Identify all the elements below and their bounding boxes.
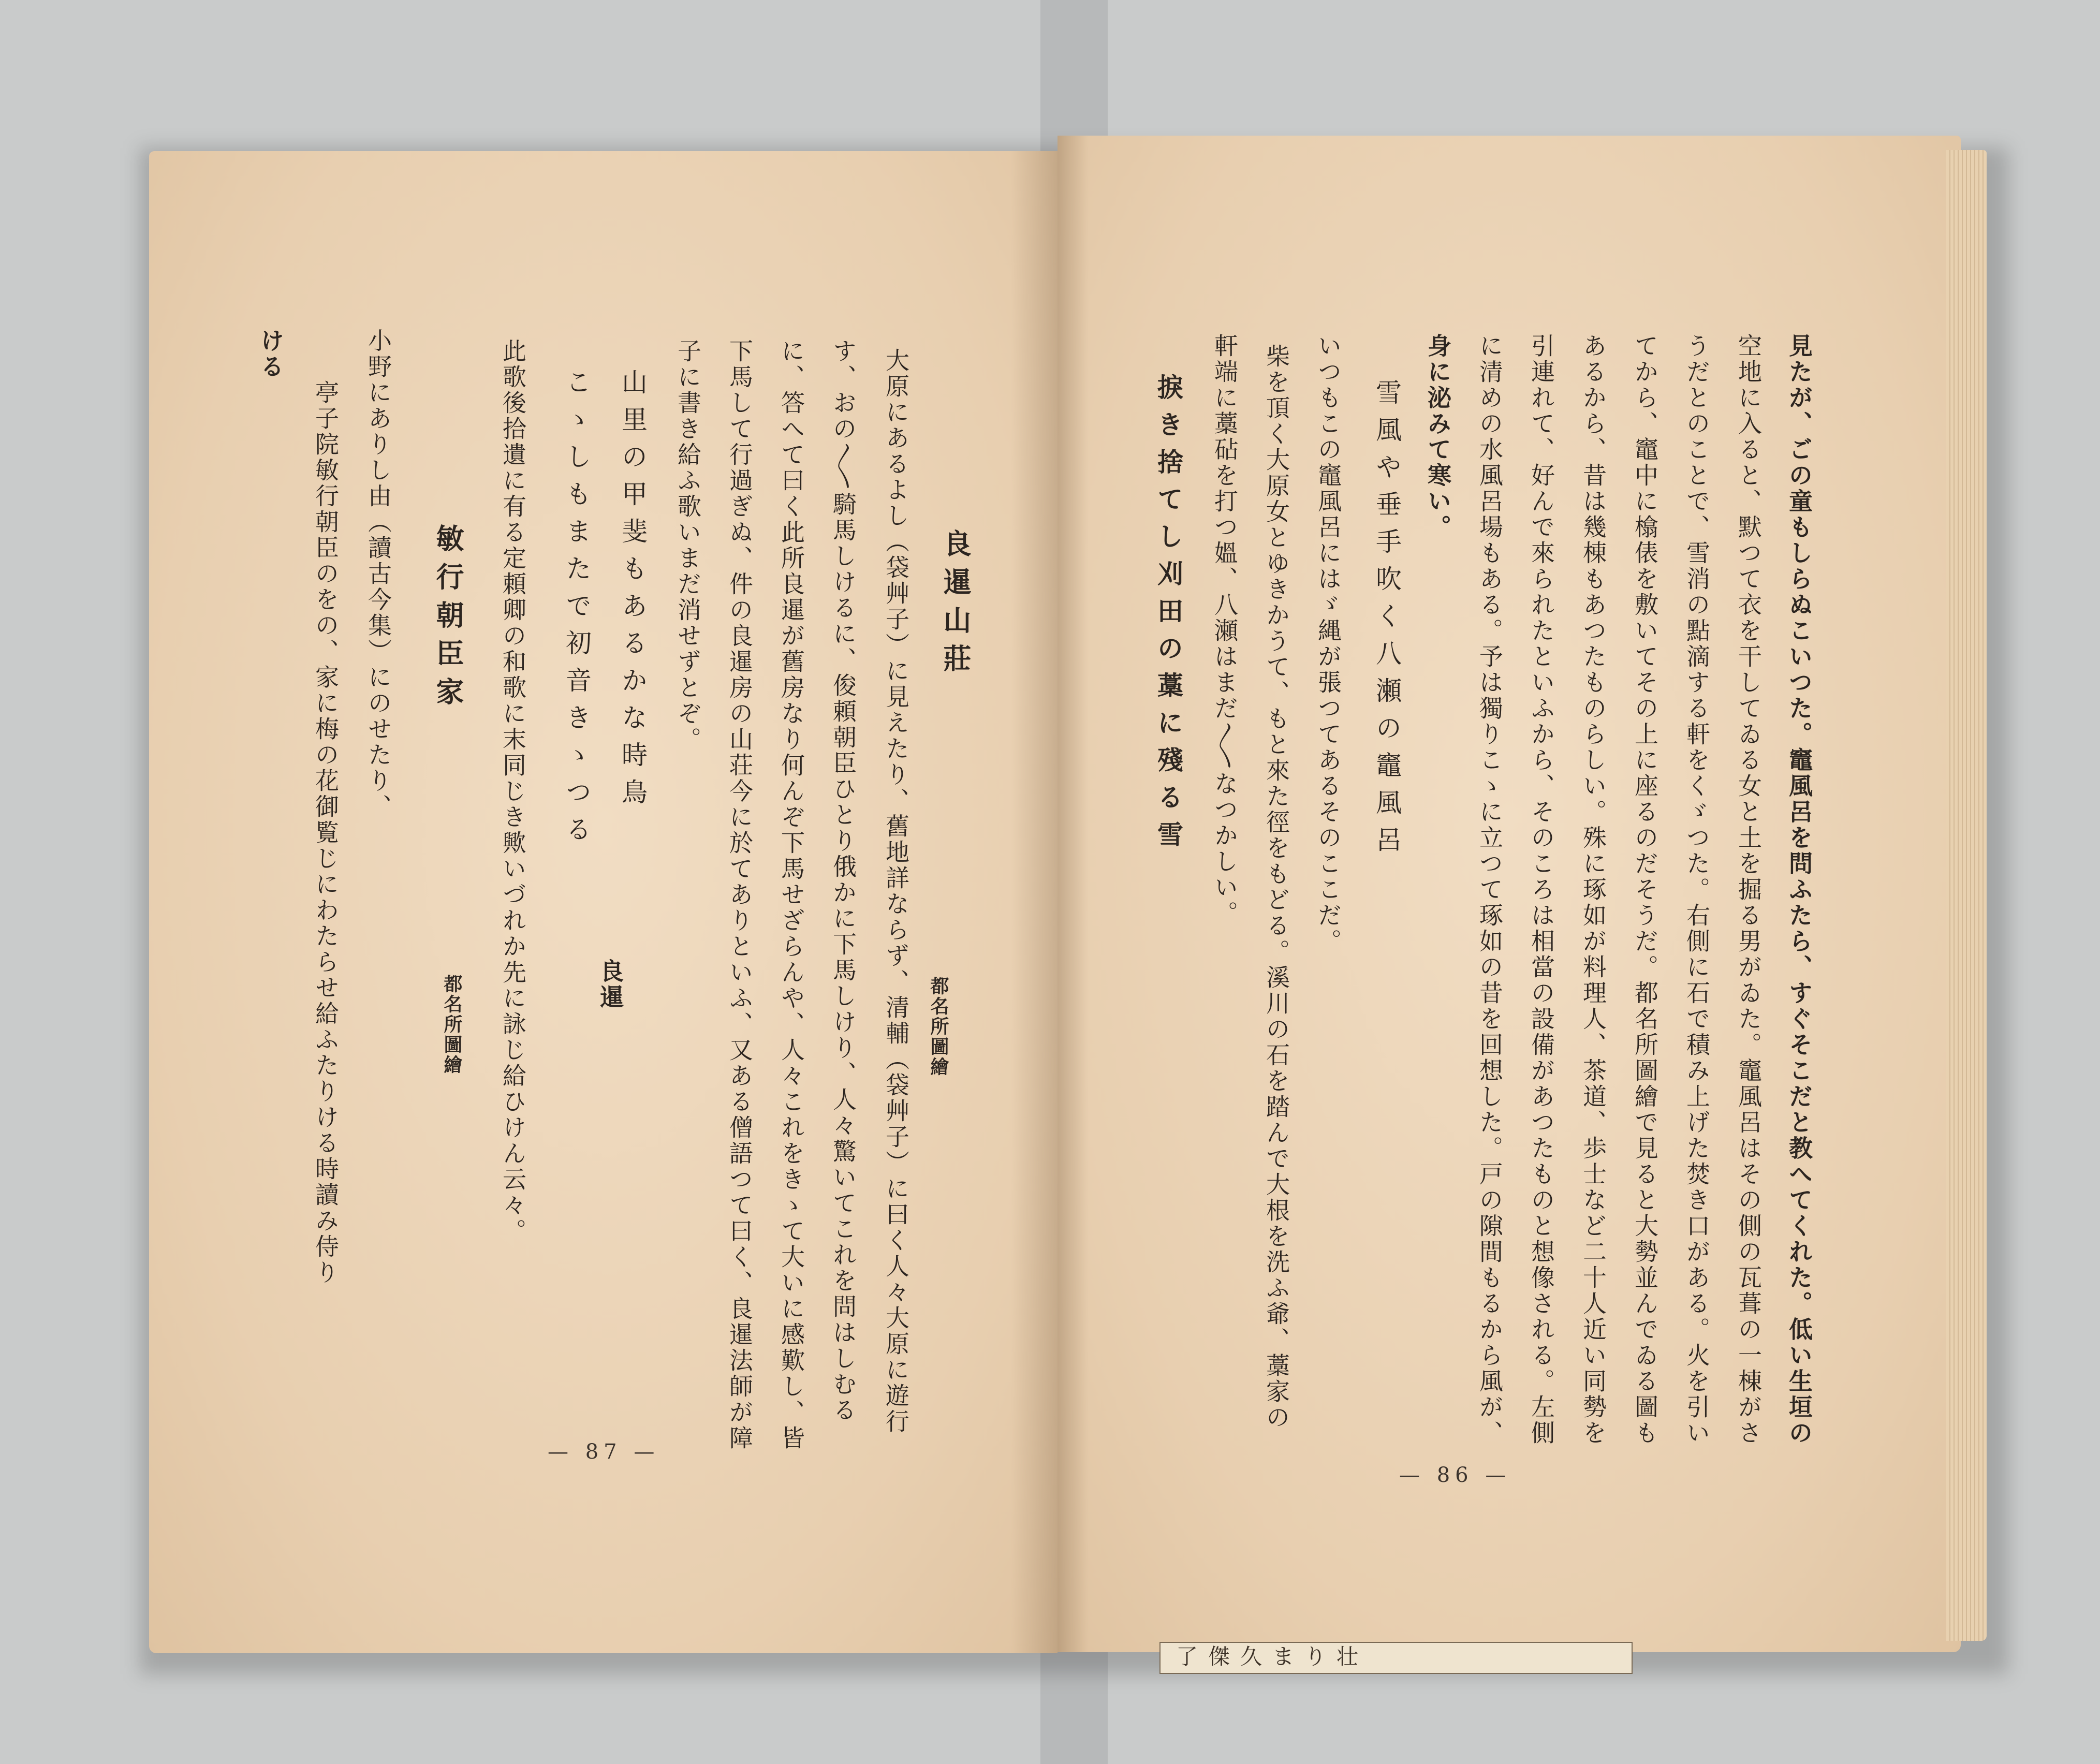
poem-line-1: 山里の甲斐もあるかな時鳥 bbox=[618, 369, 648, 816]
right-body-col-6: 引連れて、好んで來られたといふから、そのころは相當の設備があつたものと想像される。左側 bbox=[1528, 333, 1555, 1446]
right-body-col-4: てから、竈中に㯓俵を敷いてその上に座るのだそうだ。都名所圖繪で見ると大勢並んでゐる圖も bbox=[1631, 333, 1659, 1446]
poem-line-2: こゝしもまたで初音きゝつる bbox=[562, 369, 592, 853]
left-body-col-4: 下馬して行過ぎぬ、件の良暹房の山荘今に於てありといふ、又ある僧語つて曰く、良暹法師が障 bbox=[726, 339, 754, 1451]
right-body-col-1: 見たが、ごの童もしらぬこいつた。竈風呂を問ふたら、すぐそこだと教へてくれた。低い生垣の bbox=[1785, 333, 1813, 1446]
haiku-2: 捩き捨てし刈田の藁に殘る雪 bbox=[1153, 374, 1184, 858]
heading-toshiyuki: 敏行朝臣家 bbox=[432, 524, 465, 715]
right-body2-col-1: いつもこの竈風呂にはゞ縄が張つてあるそのここだ。 bbox=[1314, 333, 1342, 954]
left-body-col-2: す、おの〳〵騎馬しけるに、俊頼朝臣ひとり俄かに下馬しけり、人々驚いてこれを問はしむる bbox=[829, 339, 857, 1423]
poem-note: 此歌後拾遺に有る定頼卿の和歌に末同じき歟いづれか先に詠じ給ひけん云々。 bbox=[499, 339, 527, 1244]
page-edge-stack bbox=[1946, 150, 1987, 1641]
right-body2-col-2: 柴を頂く大原女とゆきかうて、もと來た徑をもどる。溪川の石を踏んで大根を洗ふ爺、藁家の bbox=[1262, 344, 1290, 1431]
spine-label-strip: 了傑久まり壮 bbox=[1159, 1642, 1633, 1674]
right-body-col-5: あるから、昔は幾棟もあつたものらしい。殊に琢如が料理人、茶道、歩士など二十人近い同勢を bbox=[1579, 333, 1607, 1446]
right-body-col-3: うだとのことで、雪消の點滴する軒をくゞつた。右側に石で積み上げた焚き口がある。火を引い bbox=[1683, 333, 1711, 1446]
left-body-col-5: 子に書き給ふ歌いまだ消せずとぞ。 bbox=[674, 339, 702, 753]
spine-shadow-left bbox=[1011, 151, 1058, 1653]
left-body-col-1: 大原にあるよし（袋艸子）に見えたり、舊地詳ならず、清輔（袋艸子）に曰く人々大原に遊行 bbox=[882, 348, 910, 1435]
right-body-col-7: に清めの水風呂場もある。予は獨りこゝに立つて琢如の昔を回想した。戸の隙間もるから風が、 bbox=[1476, 333, 1504, 1446]
left-body2-col-3: ける bbox=[257, 328, 285, 380]
left-page bbox=[149, 151, 1058, 1653]
right-body-col-8: 身に泌みて寒い。 bbox=[1424, 333, 1452, 540]
right-body-col-2: 空地に入ると、默つて衣を干してゐる女と土を掘る男がゐた。竈風呂はその側の瓦葺の一棟がさ bbox=[1735, 333, 1763, 1446]
left-body2-col-2: 亭子院敏行朝臣のをの、家に梅の花御覧じにわたらせ給ふたりける時讀み侍り bbox=[312, 380, 340, 1286]
source-citation-2: 都名所圖繪 bbox=[441, 974, 463, 1075]
page-number-86: — 86 — bbox=[1399, 1463, 1511, 1487]
poem-author: 良暹 bbox=[596, 959, 624, 1010]
haiku-1: 雪風や垂手吹く八瀬の竈風呂 bbox=[1372, 379, 1402, 863]
left-body2-col-1: 小野にありし由（讀古今集）にのせたり、 bbox=[364, 328, 392, 820]
heading-ryozen-sanso: 良暹山莊 bbox=[939, 529, 972, 682]
left-body-col-3: に、答へて曰く此所良暹が舊房なり何んぞ下馬せざらんや、人々これをきゝて大いに感歎し、皆 bbox=[777, 339, 805, 1451]
right-page bbox=[1058, 136, 1961, 1652]
spine-shadow-right bbox=[1058, 136, 1089, 1652]
right-body2-col-3: 軒端に藁砧を打つ媼、八瀬はまだ〳〵なつかしい。 bbox=[1211, 333, 1239, 927]
source-citation: 都名所圖繪 bbox=[928, 976, 949, 1077]
page-number-87: — 87 — bbox=[548, 1440, 660, 1464]
